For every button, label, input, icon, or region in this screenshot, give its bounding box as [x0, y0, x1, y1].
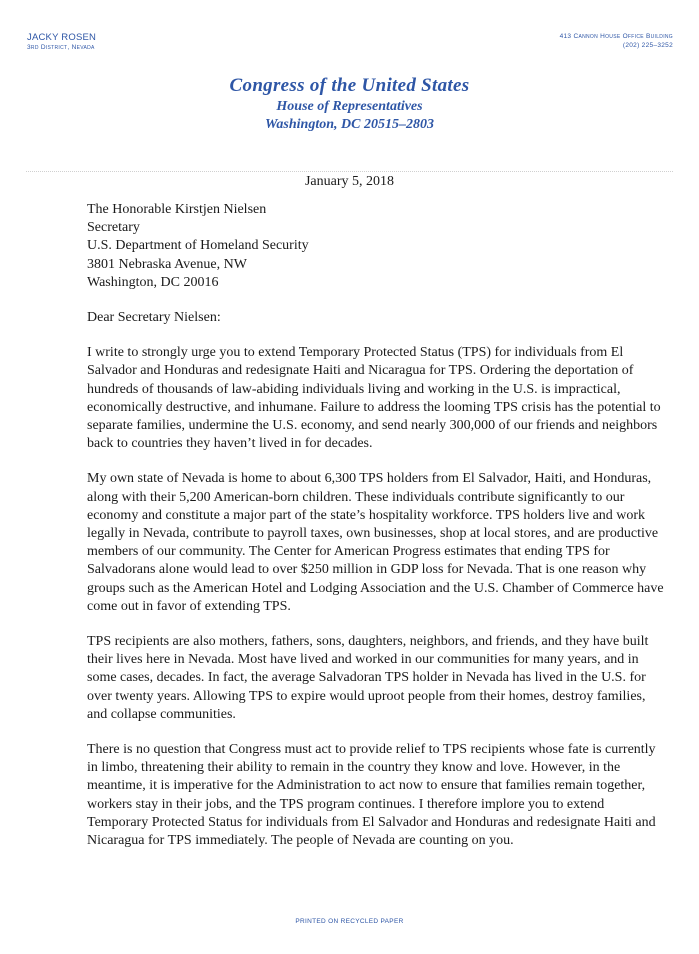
sender-district: 3rd District, Nevada — [27, 44, 95, 51]
paragraph: TPS recipients are also mothers, fathers, sons, daughters, neighbors, and friends, and they have built their lives here in Nevada. Most have lived and worked in our communities for many years, and in some cases, decades. In fact, the average Salvadoran TPS holder in Nevada has lived in the U.S. for over twenty years. Allowing TPS to expire would uproot people from their homes, destroy families, and collapse communities. — [87, 634, 649, 722]
letterhead-sender — [27, 32, 96, 52]
recipient-address — [87, 201, 667, 292]
salutation: Dear Secretary Nielsen: — [87, 310, 221, 326]
masthead — [0, 75, 699, 134]
office-phone: (202) 225–3252 — [622, 42, 673, 49]
header-divider — [26, 171, 673, 172]
sender-name: JACKY ROSEN — [27, 32, 97, 43]
masthead-city: Washington, DC 20515–2803 — [265, 117, 434, 132]
recipient-name: The Honorable Kirstjen Nielsen — [87, 202, 267, 217]
letter-body — [87, 201, 667, 850]
paragraph: There is no question that Congress must act to provide relief to TPS recipients whose fate is currently in limbo, threatening their ability to remain in the country they know and love. However, in the meantime, it is imperative for the Administration to act now to ensure that families remain together, workers stay in their jobs, and the TPS program continues. I therefore implore you to extend Temporary Protected Status for individuals from El Salvador and Honduras and redesignate Haiti and Nicaragua for TPS immediately. The people of Nevada are counting on you. — [87, 742, 656, 849]
paragraph: My own state of Nevada is home to about 6,300 TPS holders from El Salvador, Haiti, and Honduras, along with their 5,200 American-born children. These individuals contribute significantly to our economy and constitute a major part of the state’s hospitality workforce. TPS holders live and work legally in Nevada, contribute to payroll taxes, own businesses, shop at local stores, and are productive members of our community. The Center for American Progress estimates that ending TPS for Salvadorans alone would lead to over $250 million in GDP loss for Nevada. That is one reason why groups such as the American Hotel and Lodging Association and the U.S. Chamber of Commerce have come out in favor of extending TPS. — [87, 471, 664, 614]
recipient-street: 3801 Nebraska Avenue, NW — [87, 256, 247, 272]
office-address: 413 Cannon House Office Building — [559, 33, 673, 40]
letter-date: January 5, 2018 — [304, 174, 395, 189]
recipient-title: Secretary — [87, 220, 140, 236]
masthead-house: House of Representatives — [276, 99, 423, 114]
recipient-city: Washington, DC 20016 — [87, 274, 219, 290]
masthead-congress: Congress of the United States — [229, 75, 470, 96]
footer-recycled: PRINTED ON RECYCLED PAPER — [295, 918, 404, 925]
paragraph: I write to strongly urge you to extend Temporary Protected Status (TPS) for individuals from El Salvador and Honduras and redesignate Haiti and Nicaragua for TPS. Ordering the deportation of hundreds of thousands of law-abiding individuals living and working in the U.S. is impractical, economically destructive, and inhumane. Failure to address the looming TPS crisis has the potential to separate families, undermine the U.S. economy, and send nearly 300,000 of our friends and neighbors back to countries they haven’t lived in for decades. — [87, 345, 661, 452]
recipient-department: U.S. Department of Homeland Security — [87, 238, 309, 254]
letterhead-contact — [560, 32, 673, 50]
